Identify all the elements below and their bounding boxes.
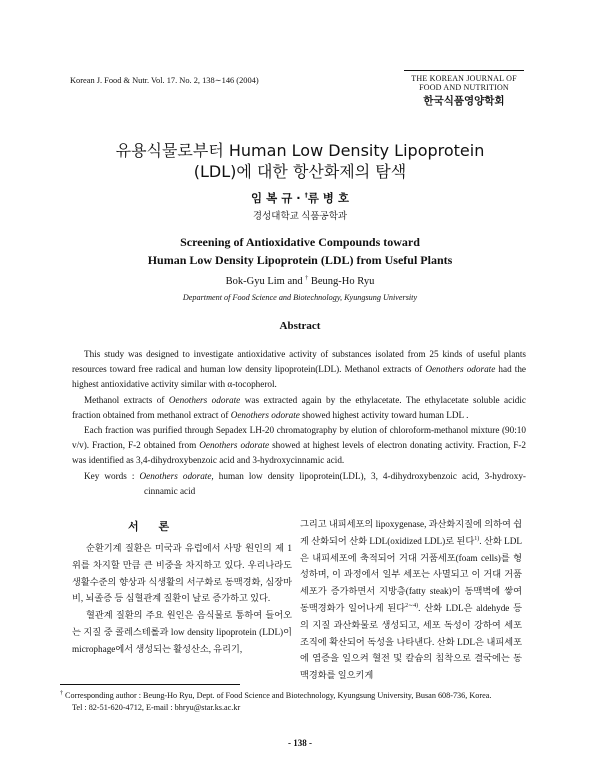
footnote-line-1: † Corresponding author : Beung-Ho Ryu, Dept. of Food Science and Biotechnology, Kyungsung University, Busan 608-736, Korea. <box>60 690 492 700</box>
english-title-line1: Screening of Antioxidative Compounds toward <box>180 235 420 249</box>
abstract-paragraph-2: Methanol extracts of Oenothers odorate was extracted again by the ethylacetate. The ethylacetate soluble acidic fraction obtained from methanol extract of Oenothers odorate showed highest activity toward human LDL . <box>72 394 526 420</box>
english-authors <box>0 276 600 287</box>
corresponding-mark: † <box>304 192 308 200</box>
abstract-body <box>72 347 526 499</box>
abstract-paragraph-1: This study was designed to investigate antioxidative activity of substances isolated from 25 kinds of useful plants resources toward free radical and human low density lipoprotein(LDL). Methanol extracts of Oenothers odorate had the highest antioxidative activity similar with α-tocopherol. <box>72 349 526 390</box>
korean-author-1: 임 복 규 · <box>250 191 305 205</box>
right-column <box>300 516 522 684</box>
abstract-heading: Abstract <box>279 320 321 332</box>
intro-paragraph-2: 혈관계 질환의 주요 원인은 음식물로 통하여 들어오는 지질 중 콜레스테롤과 low density lipoprotein (LDL)이 microphage에서 생성되는 활성산소, 유리기, <box>72 610 292 654</box>
page-number: - 138 - <box>288 738 312 748</box>
journal-name-korean: 한국식품영양학회 <box>423 95 505 107</box>
introduction-heading: 서 론 <box>128 520 178 533</box>
journal-name-line2: FOOD AND NUTRITION <box>419 83 509 92</box>
citation: Korean J. Food & Nutr. Vol. 17. No. 2, 138∼146 (2004) <box>70 76 259 85</box>
intro-paragraph-1: 순환기계 질환은 미국과 유럽에서 사망 원인의 제 1위를 차지할 만큼 큰 비중을 차지하고 있다. 우리나라도 생활수준의 향상과 식생활의 서구화로 동맥경화, 심장마비, 뇌졸증 등 심혈관계 질환이 날로 증가하고 있다. <box>72 543 292 604</box>
journal-name-line1: THE KOREAN JOURNAL OF <box>411 74 517 83</box>
korean-authors <box>0 190 600 206</box>
english-author-1: Bok-Gyu Lim and <box>225 276 306 287</box>
korean-title-line2: (LDL)에 대한 항산화제의 탐색 <box>193 162 407 181</box>
english-author-2: Beung-Ho Ryu <box>308 276 375 287</box>
footnote-rule <box>60 684 240 685</box>
korean-author-2: 류 병 호 <box>307 191 350 205</box>
journal-rule <box>404 70 524 71</box>
footnote-line-2: Tel : 82-51-620-4712, E-mail : bhryu@star.ks.ac.kr <box>72 702 241 712</box>
left-column <box>72 540 292 658</box>
corresponding-mark-en: † <box>305 275 309 282</box>
english-title-line2: Human Low Density Lipoprotein (LDL) from Useful Plants <box>147 253 453 267</box>
korean-title-line1: 유용식물로부터 Human Low Density Lipoprotein <box>115 141 485 160</box>
reference-1: 1) <box>474 535 480 542</box>
footnote-mark: † <box>60 690 63 697</box>
intro-paragraph-3: 그리고 내피세포의 lipoxygenase, 과산화지질에 의하여 쉽게 산화되어 산화 LDL(oxidized LDL)로 된다$^{1)}$. 산화 LDL은 내피세포에 축적되어 거대 거품세포(foam cells)를 형성하며, 이 과정에서 일부 세포는 사멸되고 이 거대 거품 세포가 증가하면서 지방층(fatty steak)이 동맥벽에 쌓여 동맥경화가 일어나게 된다$^{2\sim 4)}$. 산화 LDL은 aldehyde 등의 지질 과산화물로 생성되고, 세포 독성이 강하여 세포 조직에 확산되어 독성을 나타낸다. 산화 LDL은 내피세포에 염증을 일으켜 혈전 및 칼슘의 침착으로 결국에는 동맥경화를 일으키게 <box>300 519 523 681</box>
english-affiliation: Department of Food Science and Biotechnology, Kyungsung University <box>182 293 418 302</box>
reference-2-4: 2∼4) <box>405 602 419 609</box>
korean-affiliation: 경성대학교 식품공학과 <box>252 212 348 222</box>
footnote <box>60 690 536 713</box>
journal-logo <box>404 70 524 108</box>
abstract-paragraph-3: Each fraction was purified through Sepadex LH-20 chromatography by elution of chloroform-methanol mixture (90:10 v/v). Fraction, F-2 obtained from Oenothers odorate showed at highest levels of electron donating activity. Fraction, F-2 was identified as 3,4-dihydroxybenzoic acid and 3-hydroxycinnamic acid. <box>72 425 526 466</box>
keywords: Key words : Oenothers odorate, human low density lipoprotein(LDL), 3, 4-dihydroxybenzoic acid, 3-hydroxy-cinnamic acid <box>84 470 526 496</box>
